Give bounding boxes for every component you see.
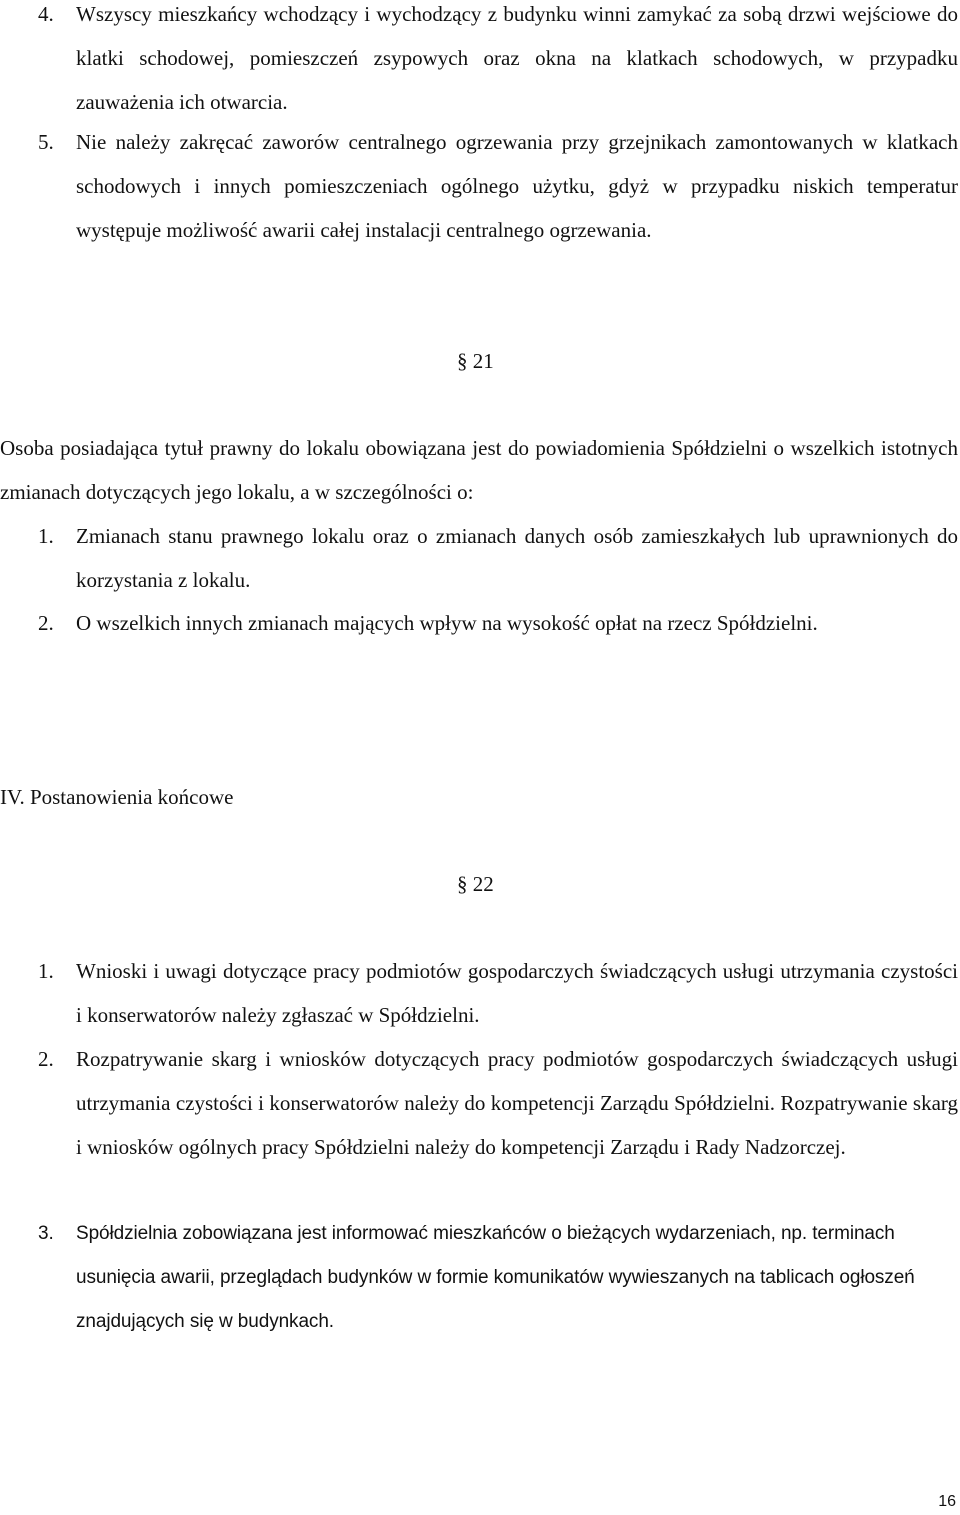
list-item-text: Wszyscy mieszkańcy wchodzący i wychodzący z budynku winni zamykać za sobą drzwi wejściowe do klatki schodowej, pomieszczeń zsypowych oraz okna na klatkach schodowych, w przypadku zauważenia ich otwarcia. bbox=[76, 2, 958, 114]
list-item-text: Wnioski i uwagi dotyczące pracy podmiotów gospodarczych świadczących usługi utrzymania czystości i konserwatorów należy zgłaszać w Spółdzielni. bbox=[76, 959, 958, 1027]
list-item-number: 2. bbox=[38, 611, 54, 635]
chapter-heading: IV. Postanowienia końcowe bbox=[0, 785, 234, 809]
list-item-number: 4. bbox=[38, 2, 54, 26]
section-22-mark: § 22 bbox=[457, 872, 494, 896]
list-item-number: 2. bbox=[38, 1047, 54, 1071]
section-21-item-1 bbox=[0, 514, 958, 602]
section-21-intro: Osoba posiadająca tytuł prawny do lokalu obowiązana jest do powiadomienia Spółdzielni o wszelkich istotnych zmianach dotyczących jego lokalu, a w szczególności o: bbox=[0, 436, 958, 504]
list-item-5 bbox=[0, 120, 958, 252]
list-item-number: 5. bbox=[38, 130, 54, 154]
list-item-text: Nie należy zakręcać zaworów centralnego ogrzewania przy grzejnikach zamontowanych w klatkach schodowych i innych pomieszczeniach ogólnego użytku, gdyż w przypadku niskich temperatur występuje możliwość awarii całej instalacji centralnego ogrzewania. bbox=[76, 130, 958, 242]
list-item-text: Spółdzielnia zobowiązana jest informować mieszkańców o bieżących wydarzeniach, np. terminach usunięcia awarii, przeglądach budynków w formie komunikatów wywieszanych na tablicach ogłoszeń znajdujących się w budynkach. bbox=[76, 1223, 915, 1332]
list-item-text: Rozpatrywanie skarg i wniosków dotyczących pracy podmiotów gospodarczych świadczących usługi utrzymania czystości i konserwatorów należy do kompetencji Zarządu Spółdzielni. Rozpatrywanie skarg i wniosków ogólnych pracy Spółdzielni należy do kompetencji Zarządu i Rady Nadzorczej. bbox=[76, 1047, 958, 1159]
page-number: 16 bbox=[938, 1493, 956, 1510]
section-22-item-3 bbox=[0, 1212, 958, 1344]
list-item-number: 3. bbox=[38, 1223, 54, 1244]
list-item-4 bbox=[0, 0, 958, 124]
list-item-text: O wszelkich innych zmianach mających wpływ na wysokość opłat na rzecz Spółdzielni. bbox=[76, 611, 818, 635]
section-21-item-2 bbox=[0, 601, 958, 645]
list-item-number: 1. bbox=[38, 524, 54, 548]
section-22-item-2 bbox=[0, 1037, 958, 1169]
section-22-item-1 bbox=[0, 949, 958, 1037]
list-item-number: 1. bbox=[38, 959, 54, 983]
section-21-mark: § 21 bbox=[457, 349, 494, 373]
list-item-text: Zmianach stanu prawnego lokalu oraz o zmianach danych osób zamieszkałych lub uprawnionych do korzystania z lokalu. bbox=[76, 524, 958, 592]
